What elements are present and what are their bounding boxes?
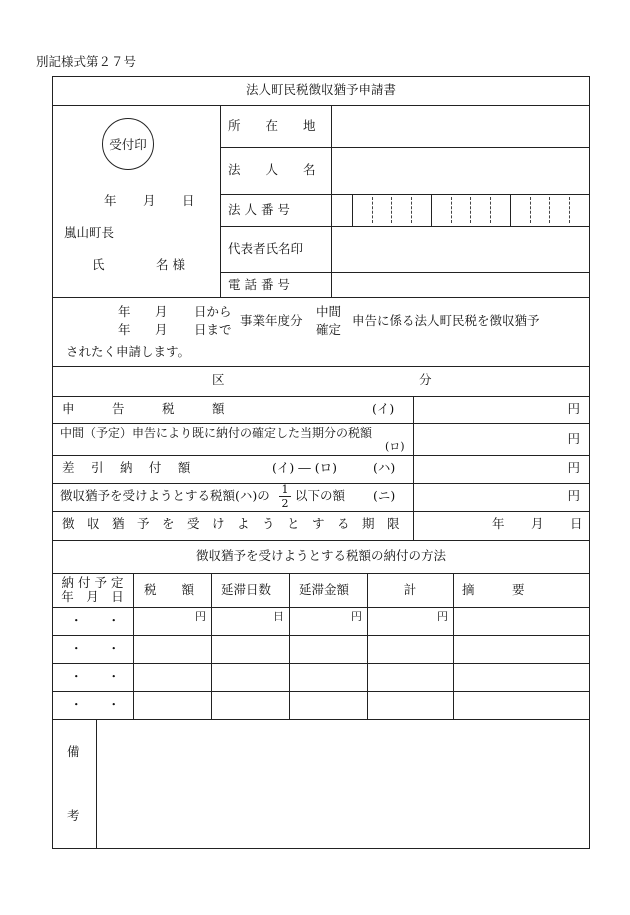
late-amount-header: 延滞金額	[299, 582, 350, 597]
payment-section-title: 徴収猶予を受けようとする税額の納付の方法	[195, 548, 446, 563]
request-text: 申告に係る法人町民税を徴収猶予	[352, 313, 540, 328]
reception-stamp-label: 受付印	[109, 137, 147, 152]
due-date-header-1: 納 付 予 定	[61, 575, 124, 590]
difference-yen: 円	[567, 460, 580, 475]
interim-option: 中間	[316, 304, 342, 319]
deferral-period-month: 月	[531, 516, 544, 531]
date-year: 年	[104, 193, 117, 208]
deferral-amount-label: 徴収猶予を受けようとする税額(ハ)の	[60, 488, 270, 503]
deferral-period-label: 徴 収 猶 予 を 受 け よ う と す る 期 限	[62, 516, 400, 531]
deferral-amount-suffix: 以下の額	[295, 488, 346, 503]
final-option: 確定	[316, 322, 342, 337]
late-days-header: 延滞日数	[221, 582, 272, 597]
declared-tax-yen: 円	[567, 401, 580, 416]
deferral-period-day: 日	[570, 516, 583, 531]
corp-number-label: 法 人 番 号	[228, 202, 290, 217]
phone-label: 電 話 番 号	[228, 277, 290, 292]
due-date-header-2: 年 月 日	[61, 589, 124, 604]
difference-formula: (イ) ― (ロ)	[272, 460, 337, 475]
declared-tax-code: (イ)	[372, 401, 395, 416]
period-from-year: 年	[118, 304, 131, 319]
reception-stamp	[102, 118, 154, 170]
tax-header: 税 額	[144, 582, 195, 597]
applicant-name-label: 氏	[92, 257, 105, 272]
interim-paid-code: (ロ)	[385, 440, 405, 453]
section-header-left: 区	[212, 372, 225, 387]
period-to-day: 日まで	[194, 322, 232, 337]
interim-paid-yen: 円	[567, 431, 580, 446]
representative-label: 代表者氏名印	[228, 241, 304, 256]
date-day: 日	[182, 193, 195, 208]
deferral-amount-yen: 円	[567, 488, 580, 503]
request-text-cont: されたく申請します。	[66, 344, 191, 359]
days-unit: 日	[273, 610, 284, 623]
period-to-month: 月	[155, 322, 168, 337]
fraction-numerator: 1	[279, 484, 291, 497]
payment-row-1-date: ・ ・	[70, 613, 121, 628]
total-unit: 円	[437, 610, 448, 623]
address-label: 所 在 地	[228, 118, 316, 133]
payment-row-4-date: ・ ・	[70, 697, 121, 712]
deferral-amount-code: (ニ)	[373, 488, 396, 503]
interim-paid-label: 中間（予定）申告により既に納付の確定した当期分の税額	[60, 426, 373, 440]
addressee: 嵐山町長	[64, 225, 115, 240]
payment-row-2-date: ・ ・	[70, 641, 121, 656]
fiscal-year-label: 事業年度分	[240, 313, 303, 328]
declared-tax-label: 申 告 税 額	[62, 401, 225, 416]
period-to-year: 年	[118, 322, 131, 337]
section-header-right: 分	[419, 372, 432, 387]
form-title: 法人町民税徴収猶予申請書	[245, 82, 396, 97]
late-unit: 円	[351, 610, 362, 623]
total-header: 計	[403, 582, 417, 597]
notes-header: 摘 要	[462, 582, 525, 597]
period-from-month: 月	[155, 304, 168, 319]
remarks-label-1: 備	[67, 744, 80, 759]
difference-label: 差 引 納 付 額	[62, 460, 191, 475]
one-half-fraction	[279, 484, 291, 509]
remarks-label-2: 考	[67, 808, 80, 823]
fraction-denominator: 2	[281, 497, 289, 510]
date-month: 月	[143, 193, 156, 208]
deferral-period-year: 年	[492, 516, 505, 531]
period-from-day: 日から	[194, 304, 232, 319]
form-number: 別記様式第２７号	[36, 54, 137, 69]
applicant-honorific: 名 様	[156, 257, 185, 272]
tax-unit: 円	[195, 610, 206, 623]
difference-code: (ハ)	[373, 460, 396, 475]
payment-row-3-date: ・ ・	[70, 669, 121, 684]
corp-name-label: 法 人 名	[228, 162, 316, 177]
